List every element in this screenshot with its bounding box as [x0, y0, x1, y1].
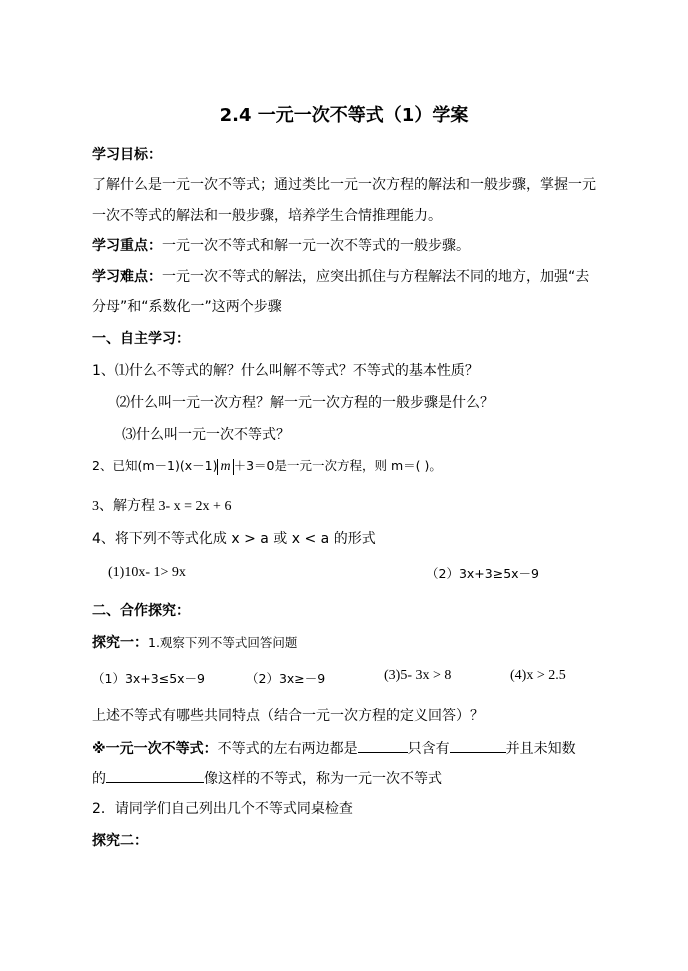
question-4-text: 4、将下列不等式化成 x > a 或 x < a 的形式	[92, 531, 376, 547]
question-1-2: ⑵什么叫一元一次方程？解一元一次方程的一般步骤是什么？	[116, 395, 494, 411]
page-title: 2.4 一元一次不等式（1）学案	[219, 105, 469, 126]
inequality-1: （1）3x+3≤5x－9	[92, 671, 206, 686]
question-4-b: （2）3x+3≥5x－9	[426, 566, 540, 581]
section1-heading: 一、自主学习：	[92, 331, 190, 347]
explore-1-text: 1.观察下列不等式回答问题	[148, 635, 298, 650]
question-4	[92, 530, 376, 548]
question-2-suffix: ＋3＝0是一元一次方程，则 m＝( )。	[233, 458, 442, 473]
explore-2-label: 探究二：	[92, 833, 148, 849]
key-points-label: 学习重点：	[92, 238, 162, 254]
common-features-question: 上述不等式有哪些共同特点（结合一元一次方程的定义回答）？	[92, 708, 484, 724]
blank-1[interactable]	[358, 739, 408, 753]
question-2	[92, 457, 442, 475]
question-1-1: 1、⑴什么不等式的解？什么叫解不等式？不等式的基本性质？	[92, 363, 479, 379]
blank-3[interactable]	[106, 769, 204, 783]
difficulties-label: 学习难点：	[92, 269, 162, 285]
question-3	[92, 497, 231, 516]
item-2: 2．请同学们自己列出几个不等式同桌检查	[92, 801, 353, 817]
definition-part-2: 只含有	[407, 741, 450, 757]
explore-1-label: 探究一：	[92, 635, 148, 651]
definition-part-5: 像这样的不等式，称为一元一次不等式	[204, 771, 442, 787]
definition-part-1: 不等式的左右两边都是	[217, 741, 358, 757]
question-3-text: 3、解方程 3- x = 2x + 6	[92, 499, 232, 514]
question-2-prefix: 2、已知(m－1)(x－1)	[92, 458, 218, 473]
absolute-value-m: m	[217, 459, 233, 475]
objectives-heading: 学习目标：	[92, 147, 162, 163]
key-points-text: 一元一次不等式和解一元一次不等式的一般步骤。	[162, 238, 470, 254]
definition-part-4: 的	[92, 771, 106, 787]
objectives-line-2: 一次不等式的解法和一般步骤，培养学生合情推理能力。	[92, 208, 442, 224]
blank-2[interactable]	[450, 739, 506, 753]
question-1-3: ⑶什么叫一元一次不等式？	[122, 427, 290, 443]
inequality-2: （2）3x≥－9	[246, 671, 326, 686]
difficulties-text-1: 一元一次不等式的解法，应突出抓住与方程解法不同的地方，加强“去	[162, 269, 590, 285]
key-points	[92, 237, 470, 255]
definition-part-3: 并且未知数	[505, 741, 576, 757]
inequality-4: (4)x > 2.5	[510, 668, 566, 683]
definition-label: ※一元一次不等式：	[92, 741, 218, 757]
difficulties-line-1	[92, 268, 589, 286]
objectives-line-1: 了解什么是一元一次不等式；通过类比一元一次方程的解法和一般步骤，掌握一元	[92, 177, 596, 193]
question-4-a: (1)10x- 1> 9x	[108, 565, 186, 580]
definition-line-1	[92, 739, 576, 758]
difficulties-line-2: 分母”和“系数化一”这两个步骤	[92, 299, 282, 315]
section2-heading: 二、合作探究：	[92, 603, 190, 619]
definition-line-2	[92, 769, 442, 788]
explore-1	[92, 634, 297, 652]
inequality-3: (3)5- 3x > 8	[384, 668, 452, 683]
